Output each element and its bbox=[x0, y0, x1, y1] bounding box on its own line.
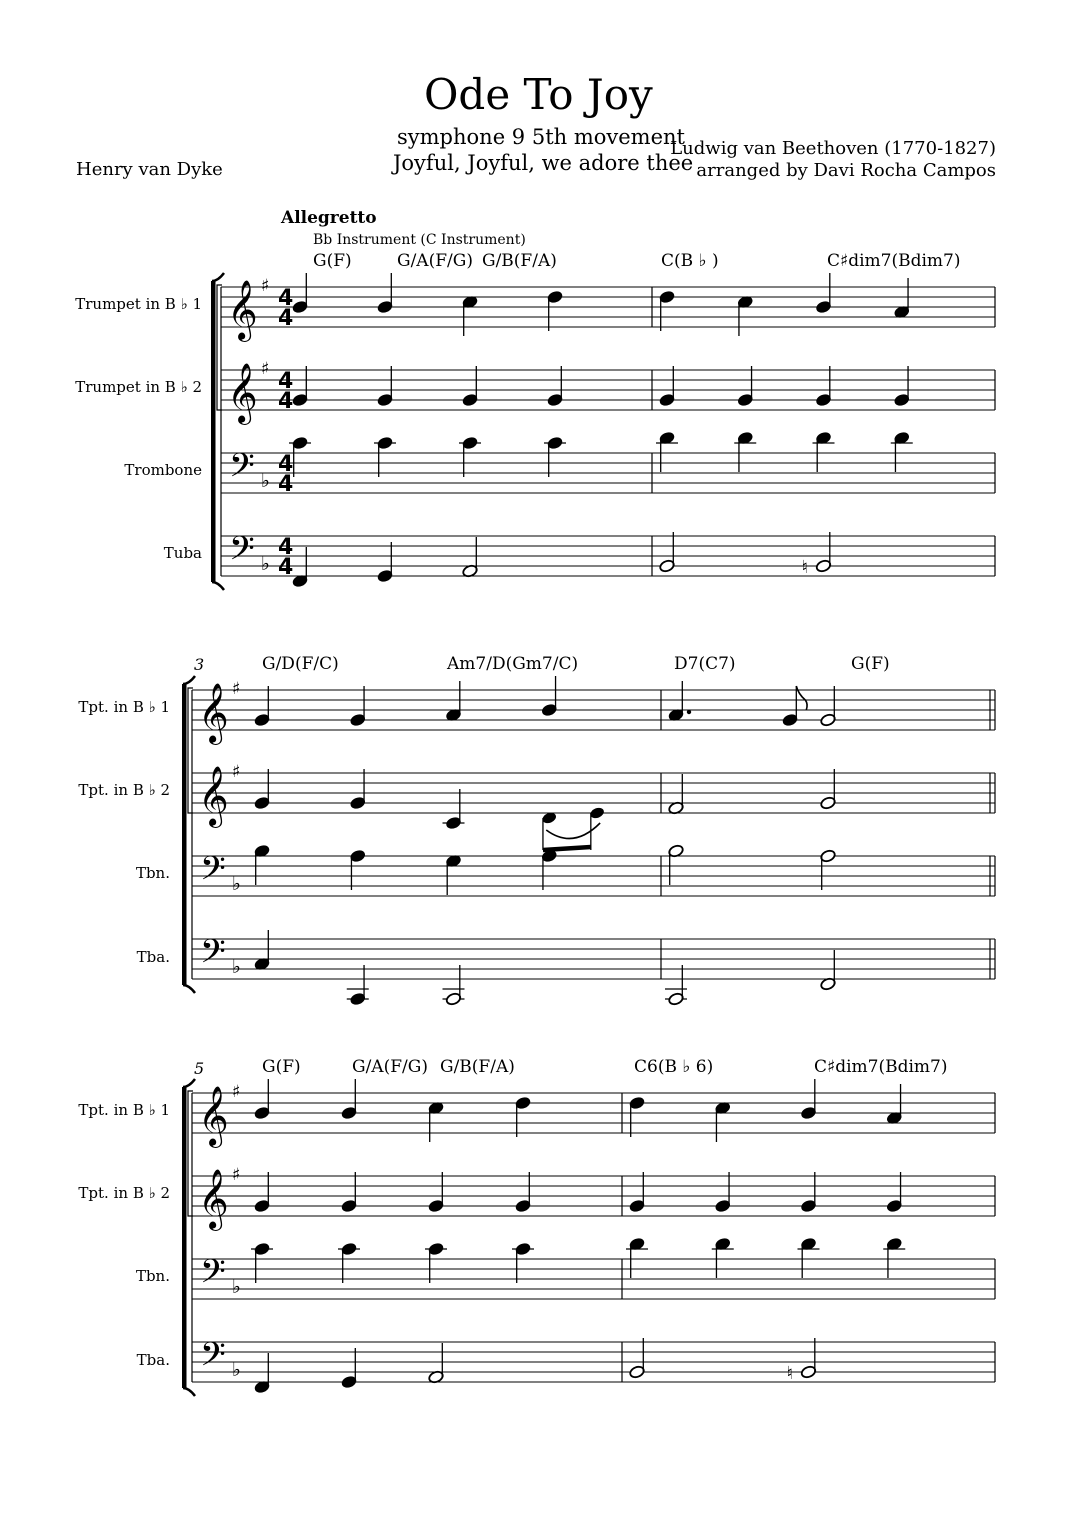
time-signature-denominator: 4 bbox=[278, 306, 294, 331]
chord-symbol: G/B(F/A) bbox=[482, 251, 557, 271]
flat-accidental-icon: ♭ bbox=[232, 873, 241, 895]
treble-clef-icon: 𝄞 bbox=[198, 683, 229, 743]
time-signature-numerator: 4 bbox=[278, 369, 294, 394]
sharp-accidental-icon: ♯ bbox=[232, 1165, 241, 1185]
chord-symbol: G(F) bbox=[851, 654, 890, 674]
slur bbox=[546, 823, 600, 839]
flat-accidental-icon: ♭ bbox=[261, 553, 270, 575]
sharp-accidental-icon: ♯ bbox=[232, 1082, 241, 1102]
instrument-name: Tbn. bbox=[135, 864, 170, 882]
instrument-name: Trumpet in B ♭ 1 bbox=[75, 295, 202, 313]
treble-clef-icon: 𝄞 bbox=[227, 280, 258, 340]
flat-accidental-icon: ♭ bbox=[261, 470, 270, 492]
chord-symbol: Am7/D(Gm7/C) bbox=[447, 654, 579, 674]
chord-symbol: G(F) bbox=[262, 1057, 301, 1077]
score-title: Ode To Joy bbox=[424, 70, 653, 119]
natural-accidental-icon: ♮ bbox=[801, 557, 808, 578]
bass-clef-icon: 𝄢 bbox=[229, 530, 255, 576]
instrument-name: Tbn. bbox=[135, 1267, 170, 1285]
flat-accidental-icon: ♭ bbox=[232, 1276, 241, 1298]
instrument-name: Tba. bbox=[136, 1351, 170, 1369]
time-signature-numerator: 4 bbox=[278, 452, 294, 477]
instrument-name: Tba. bbox=[136, 948, 170, 966]
bracket-hook bbox=[183, 1388, 195, 1396]
chord-symbol: C6(B ♭ 6) bbox=[634, 1057, 714, 1077]
instrument-name: Tpt. in B ♭ 1 bbox=[78, 1101, 170, 1119]
bass-clef-icon: 𝄢 bbox=[200, 1336, 226, 1382]
time-signature-denominator: 4 bbox=[278, 389, 294, 414]
bracket-hook bbox=[212, 273, 224, 281]
treble-clef-icon: 𝄞 bbox=[198, 1169, 229, 1229]
chord-symbol: G/D(F/C) bbox=[262, 654, 339, 674]
time-signature-denominator: 4 bbox=[278, 555, 294, 580]
sharp-accidental-icon: ♯ bbox=[261, 276, 270, 296]
tempo-marking: Allegretto bbox=[281, 208, 377, 228]
chord-symbol: D7(C7) bbox=[674, 654, 736, 674]
dot-icon bbox=[687, 710, 691, 714]
instrument-name: Tpt. in B ♭ 1 bbox=[78, 698, 170, 716]
chord-symbol: G/B(F/A) bbox=[440, 1057, 515, 1077]
flat-accidental-icon: ♭ bbox=[232, 1359, 241, 1381]
measure-number: 3 bbox=[194, 655, 205, 674]
system-bracket bbox=[182, 1087, 187, 1388]
time-signature-numerator: 4 bbox=[278, 535, 294, 560]
transposition-note: Bb Instrument (C Instrument) bbox=[313, 232, 526, 248]
chord-symbol: C♯dim7(Bdim7) bbox=[827, 251, 961, 271]
instrument-name: Tpt. in B ♭ 2 bbox=[78, 1184, 170, 1202]
bracket-hook bbox=[183, 676, 195, 684]
natural-accidental-icon: ♮ bbox=[786, 1363, 793, 1384]
sharp-accidental-icon: ♯ bbox=[232, 762, 241, 782]
instrument-name: Tuba bbox=[163, 544, 202, 562]
time-signature-denominator: 4 bbox=[278, 472, 294, 497]
chord-symbol: C(B ♭ ) bbox=[661, 251, 719, 271]
score-subtitle-1: symphone 9 5th movement bbox=[397, 125, 685, 149]
sharp-accidental-icon: ♯ bbox=[232, 679, 241, 699]
sharp-accidental-icon: ♯ bbox=[261, 359, 270, 379]
composer: Ludwig van Beethoven (1770-1827) bbox=[670, 138, 996, 159]
bass-clef-icon: 𝄢 bbox=[200, 1253, 226, 1299]
instrument-name: Trumpet in B ♭ 2 bbox=[75, 378, 202, 396]
system-bracket bbox=[182, 684, 187, 985]
bass-clef-icon: 𝄢 bbox=[200, 933, 226, 979]
note-beam bbox=[543, 847, 591, 850]
flat-accidental-icon: ♭ bbox=[232, 956, 241, 978]
chord-symbol: G(F) bbox=[313, 251, 352, 271]
measure-number: 5 bbox=[194, 1059, 205, 1078]
chord-symbol: G/A(F/G) bbox=[397, 251, 473, 271]
bass-clef-icon: 𝄢 bbox=[200, 850, 226, 896]
bracket-hook bbox=[183, 1079, 195, 1087]
lyricist: Henry van Dyke bbox=[76, 159, 223, 180]
system-bracket bbox=[211, 281, 216, 582]
chord-symbol: G/A(F/G) bbox=[352, 1057, 428, 1077]
bracket-hook bbox=[212, 582, 224, 590]
instrument-name: Tpt. in B ♭ 2 bbox=[78, 781, 170, 799]
treble-clef-icon: 𝄞 bbox=[227, 363, 258, 423]
score-subtitle-2: Joyful, Joyful, we adore thee bbox=[393, 151, 694, 175]
time-signature-numerator: 4 bbox=[278, 286, 294, 311]
instrument-name: Trombone bbox=[124, 461, 202, 479]
chord-symbol: C♯dim7(Bdim7) bbox=[814, 1057, 948, 1077]
bass-clef-icon: 𝄢 bbox=[229, 447, 255, 493]
treble-clef-icon: 𝄞 bbox=[198, 766, 229, 826]
arranger: arranged by Davi Rocha Campos bbox=[696, 160, 996, 181]
bracket-hook bbox=[183, 985, 195, 993]
treble-clef-icon: 𝄞 bbox=[198, 1086, 229, 1146]
